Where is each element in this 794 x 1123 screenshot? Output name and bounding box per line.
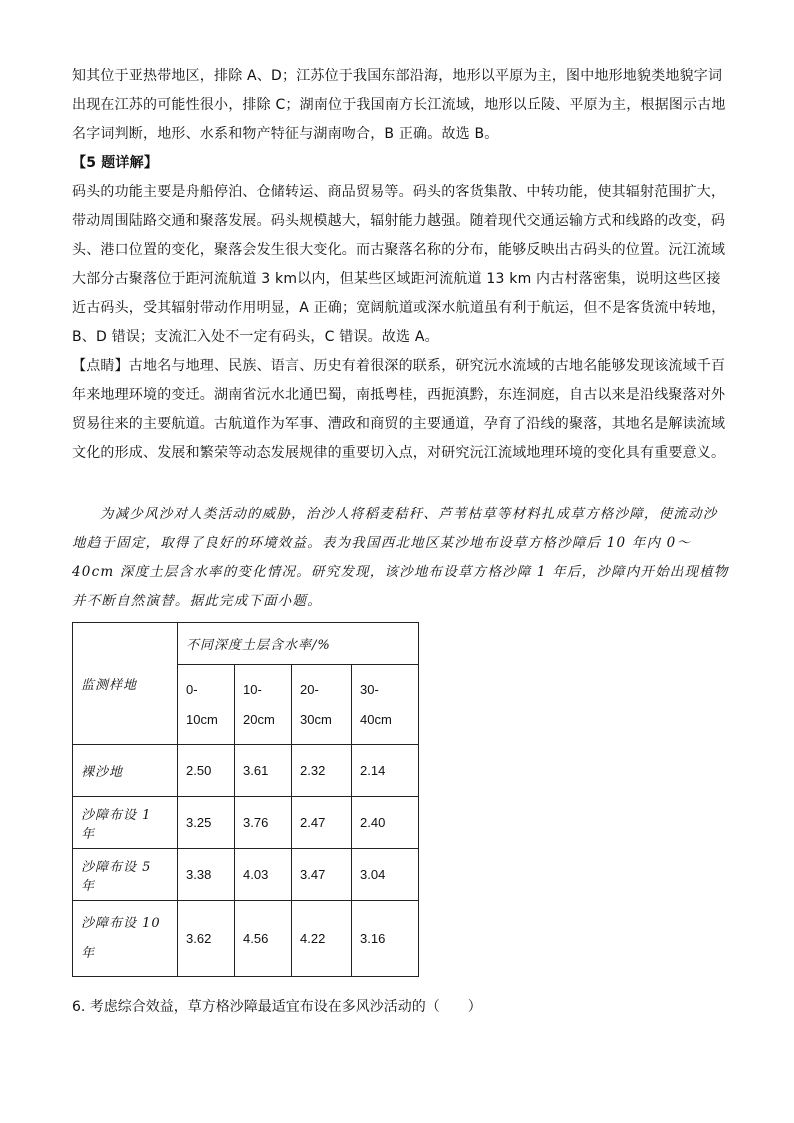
table-row (73, 849, 419, 901)
table-row (73, 797, 419, 849)
analysis-paragraph-1: 知其位于亚热带地区，排除 A、D；江苏位于我国东部沿海，地形以平原为主，图中地形地貌类地貌字词出现在江苏的可能性很小，排除 C；湖南位于我国南方长江流域，地形以丘陵、平原为主，根据图示古地名字词判断，地形、水系和物产特征与湖南吻合，B 正确。故选 B。 (72, 68, 726, 142)
row-label: 沙障布设 10 年 (73, 901, 178, 977)
table-cell: 3.25 (178, 797, 235, 849)
table-cell: 4.22 (292, 901, 352, 977)
question-5-heading: 【5 题详解】 (72, 155, 159, 171)
table-cell: 3.76 (235, 797, 292, 849)
table-cell: 4.56 (235, 901, 292, 977)
table-cell: 3.04 (352, 849, 419, 901)
table-cell: 3.61 (235, 745, 292, 797)
table-row (73, 901, 419, 977)
column-header: 0- 10cm (178, 665, 235, 745)
row-label: 裸沙地 (73, 745, 178, 797)
table-cell: 2.47 (292, 797, 352, 849)
row-header-cell: 监测样地 (73, 623, 178, 745)
table-cell: 2.40 (352, 797, 419, 849)
question-6: 6. 考虑综合效益，草方格沙障最适宜布设在多风沙活动的（ ） (72, 999, 482, 1015)
table-cell: 3.38 (178, 849, 235, 901)
key-point-paragraph: 【点睛】古地名与地理、民族、语言、历史有着很深的联系，研究沅水流域的古地名能够发现该流域千百年来地理环境的变迁。湖南省沅水北通巴蜀，南抵粤桂，西扼滇黔，东连洞庭，自古以来是沿线聚落对外贸易往来的主要航道。古航道作为军事、漕政和商贸的主要通道，孕育了沿线的聚落，其地名是解读流域文化的形成、发展和繁荣等动态发展规律的重要切入点，对研究沅江流域地理环境的变化具有重要意义。 (72, 358, 726, 461)
moisture-table (72, 622, 419, 977)
table-cell: 4.03 (235, 849, 292, 901)
table-cell: 3.16 (352, 901, 419, 977)
analysis-paragraph-2: 码头的功能主要是舟船停泊、仓储转运、商品贸易等。码头的客货集散、中转功能，使其辐射范围扩大，带动周围陆路交通和聚落发展。码头规模越大，辐射能力越强。随着现代交通运输方式和线路的改变，码头、港口位置的变化，聚落会发生很大变化。而古聚落名称的分布，能够反映出古码头的位置。沅江流域大部分古聚落位于距河流航道 3 km以内，但某些区域距河流航道 13 km 内古村落密集，说明这些区接近古码头，受其辐射带动作用明显，A 正确；宽阔航道或深水航道虽有利于航运，但不是客货流中转地，B、D 错误；支流汇入处不一定有码头，C 错误。故选 A。 (72, 184, 726, 345)
material-paragraph: 为减少风沙对人类活动的威胁，治沙人将稻麦秸秆、芦苇枯草等材料扎成草方格沙障，使流动沙地趋于固定，取得了良好的环境效益。表为我国西北地区某沙地布设草方格沙障后 10 年内 0～40cm 深度土层含水率的变化情况。研究发现，该沙地布设草方格沙障 1 年后，沙障内开始出现植物并不断自然演替。据此完成下面小题。 (72, 506, 729, 609)
column-header: 30-40cm (352, 665, 419, 745)
table-cell: 2.14 (352, 745, 419, 797)
column-header: 20- 30cm (292, 665, 352, 745)
row-label: 沙障布设 1 年 (73, 797, 178, 849)
row-label: 沙障布设 5 年 (73, 849, 178, 901)
group-header-cell: 不同深度土层含水率/% (178, 623, 419, 665)
column-header: 10- 20cm (235, 665, 292, 745)
table-row (73, 745, 419, 797)
table-cell: 2.50 (178, 745, 235, 797)
table-cell: 3.47 (292, 849, 352, 901)
table-cell: 2.32 (292, 745, 352, 797)
table-cell: 3.62 (178, 901, 235, 977)
